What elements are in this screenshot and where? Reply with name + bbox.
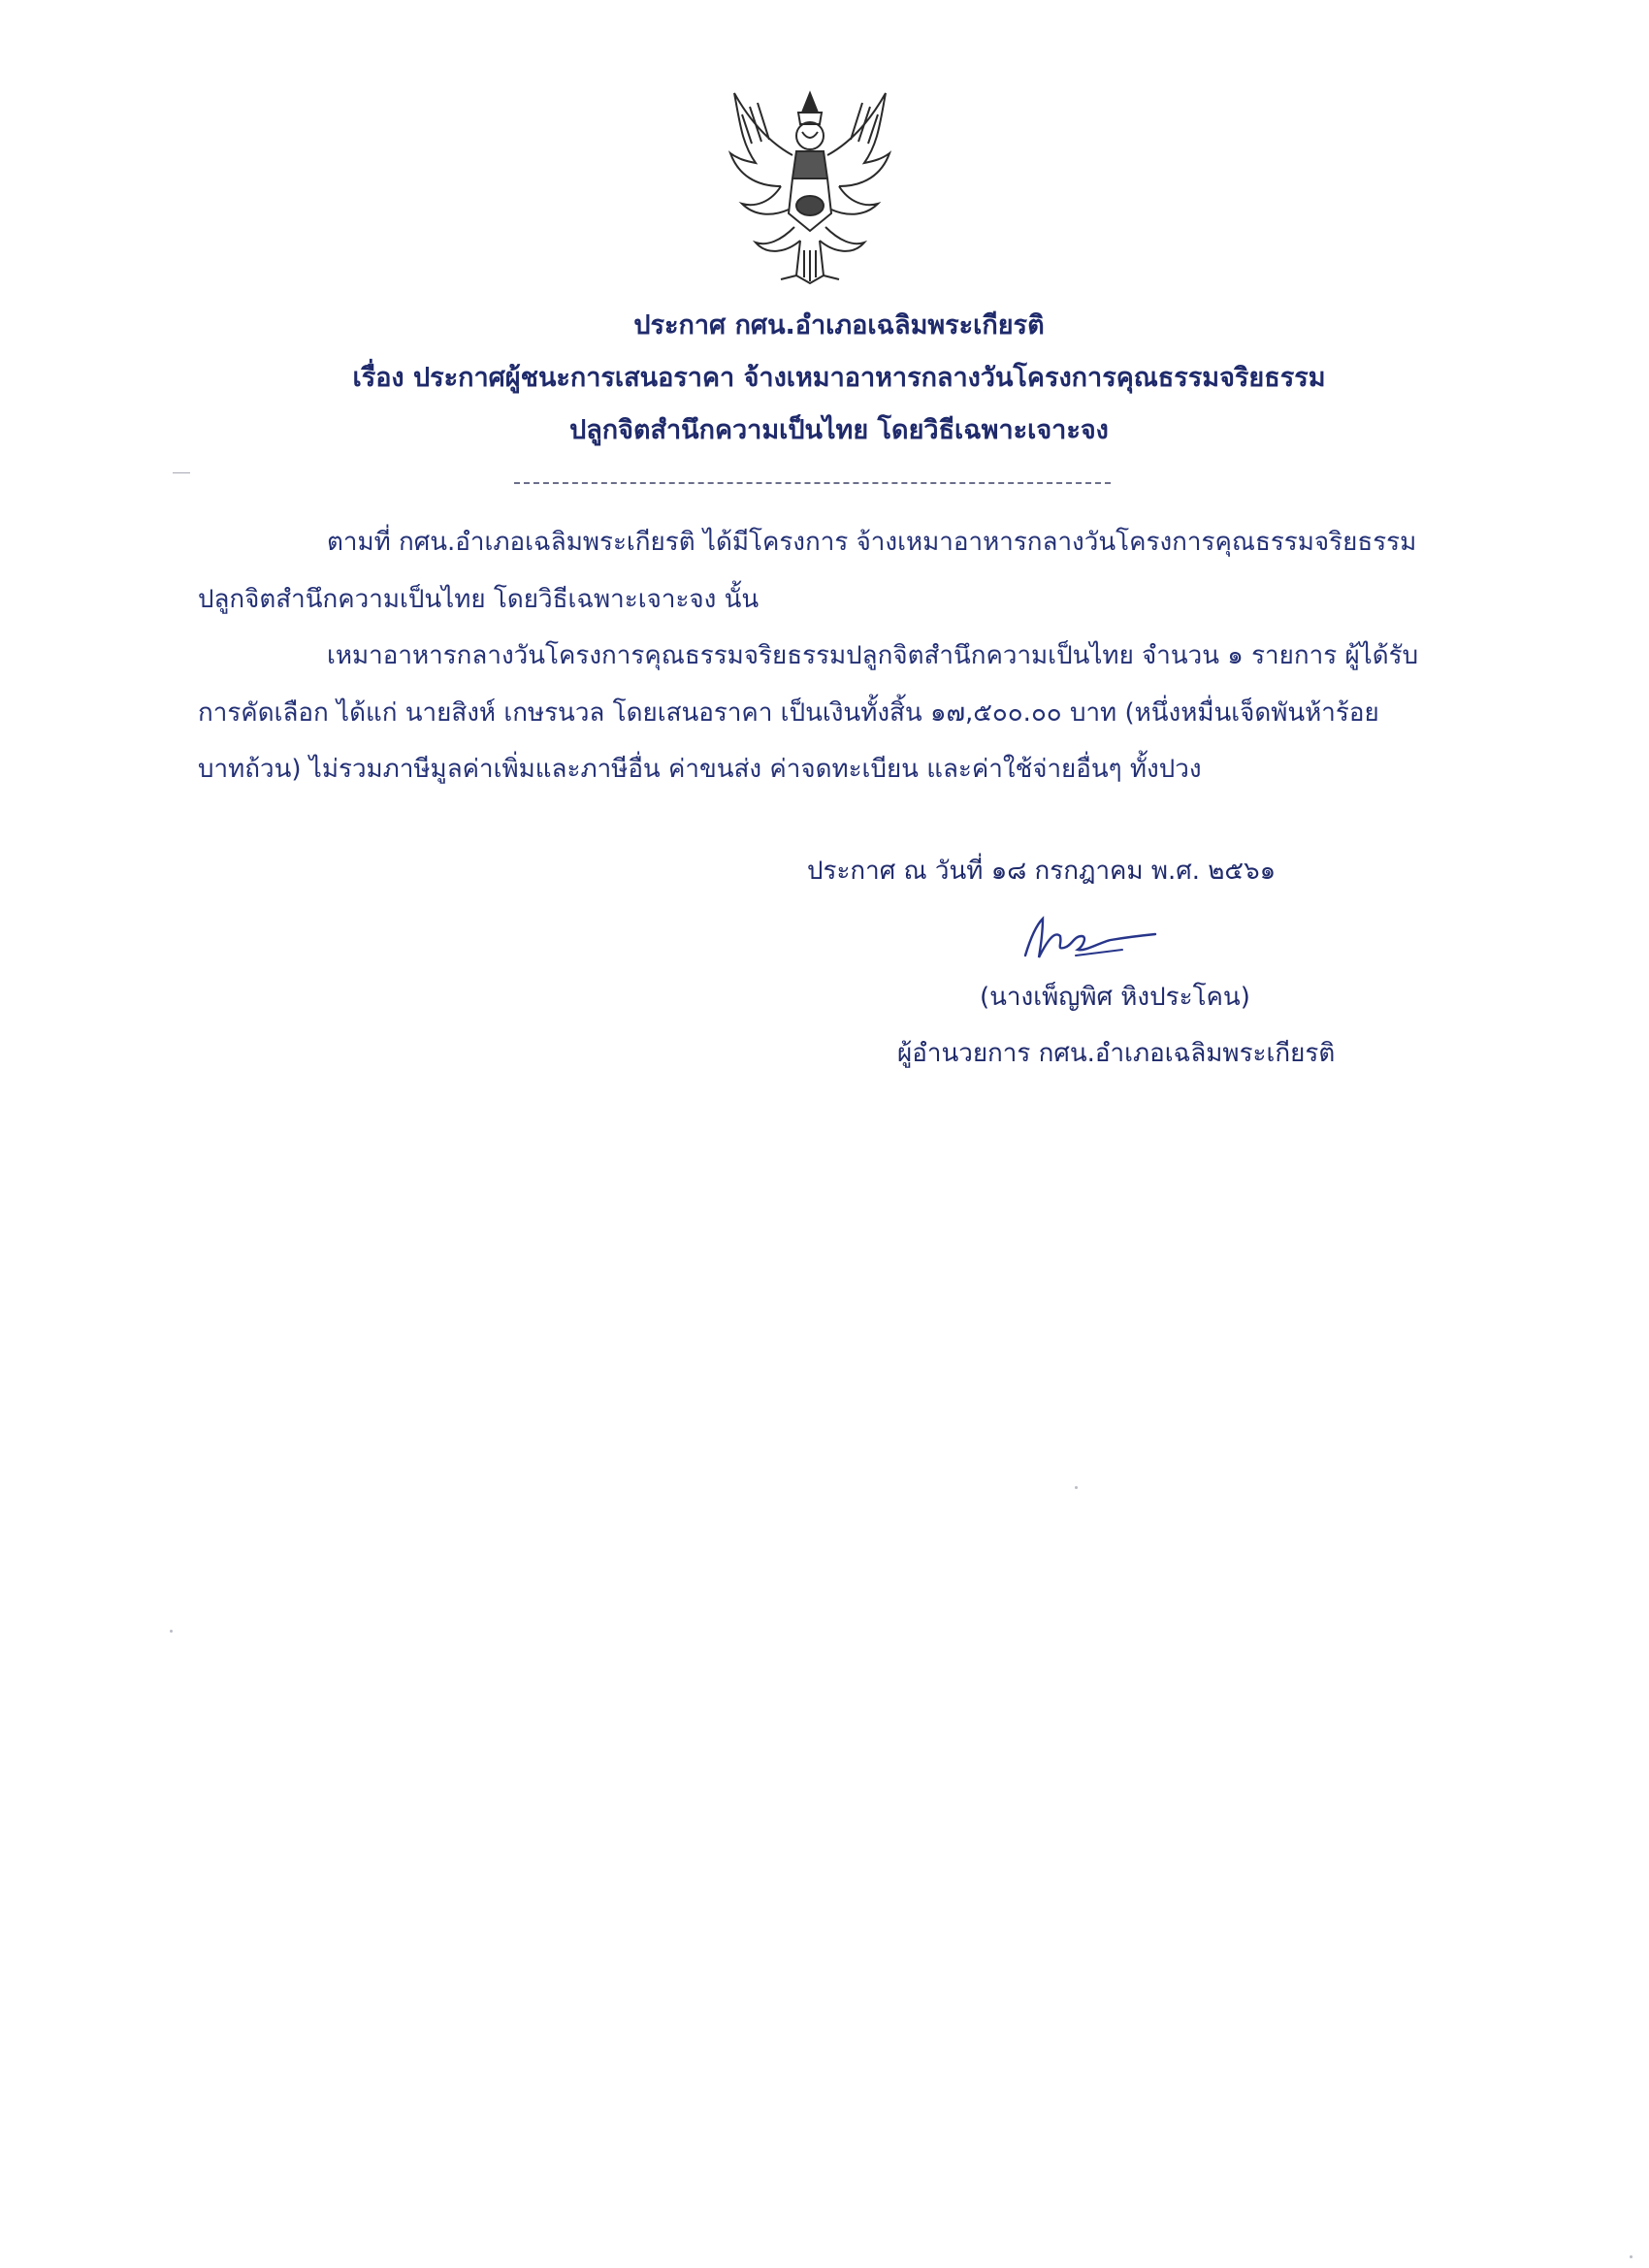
scan-speck <box>1075 1486 1078 1489</box>
signer-name: (นางเพ็ญพิศ หิงประโคน) <box>980 983 1250 1012</box>
announcement-date: ประกาศ ณ วันที่ ๑๘ กรกฎาคม พ.ศ. ๒๕๖๑ <box>807 857 1277 886</box>
paragraph-2-line-3: บาทถ้วน) ไม่รวมภาษีมูลค่าเพิ่มและภาษีอื่น ค่าขนส่ง ค่าจดทะเบียน และค่าใช้จ่ายอื่นๆ ทั้งปวง <box>198 755 1202 784</box>
signer-position: ผู้อำนวยการ กศน.อำเภอเฉลิมพระเกียรติ <box>897 1039 1336 1068</box>
garuda-emblem-icon <box>713 85 907 289</box>
paragraph-2-line-2: การคัดเลือก ได้แก่ นายสิงห์ เกษรนวล โดยเสนอราคา เป็นเงินทั้งสิ้น ๑๗,๕๐๐.๐๐ บาท (หนึ่งหมื่นเจ็ดพันห้าร้อย <box>198 698 1379 728</box>
scan-speck <box>1630 2255 1633 2258</box>
subject-line-continued: ปลูกจิตสำนึกความเป็นไทย โดยวิธีเฉพาะเจาะจง <box>569 415 1109 445</box>
dashed-divider <box>514 482 1111 484</box>
margin-mark <box>173 472 190 473</box>
scan-speck <box>170 1630 173 1633</box>
paragraph-2-line-1: เหมาอาหารกลางวันโครงการคุณธรรมจริยธรรมปลูกจิตสำนึกความเป็นไทย จำนวน ๑ รายการ ผู้ได้รับ <box>327 641 1419 670</box>
subject-line: เรื่อง ประกาศผู้ชนะการเสนอราคา จ้างเหมาอาหารกลางวันโครงการคุณธรรมจริยธรรม <box>352 363 1326 393</box>
signature-icon <box>1014 907 1169 975</box>
paragraph-1-line-1: ตามที่ กศน.อำเภอเฉลิมพระเกียรติ ได้มีโครงการ จ้างเหมาอาหารกลางวันโครงการคุณธรรมจริยธรรม <box>327 528 1417 557</box>
paragraph-1-line-2: ปลูกจิตสำนึกความเป็นไทย โดยวิธีเฉพาะเจาะจง นั้น <box>198 585 760 614</box>
announcement-title: ประกาศ กศน.อำเภอเฉลิมพระเกียรติ <box>633 310 1045 340</box>
